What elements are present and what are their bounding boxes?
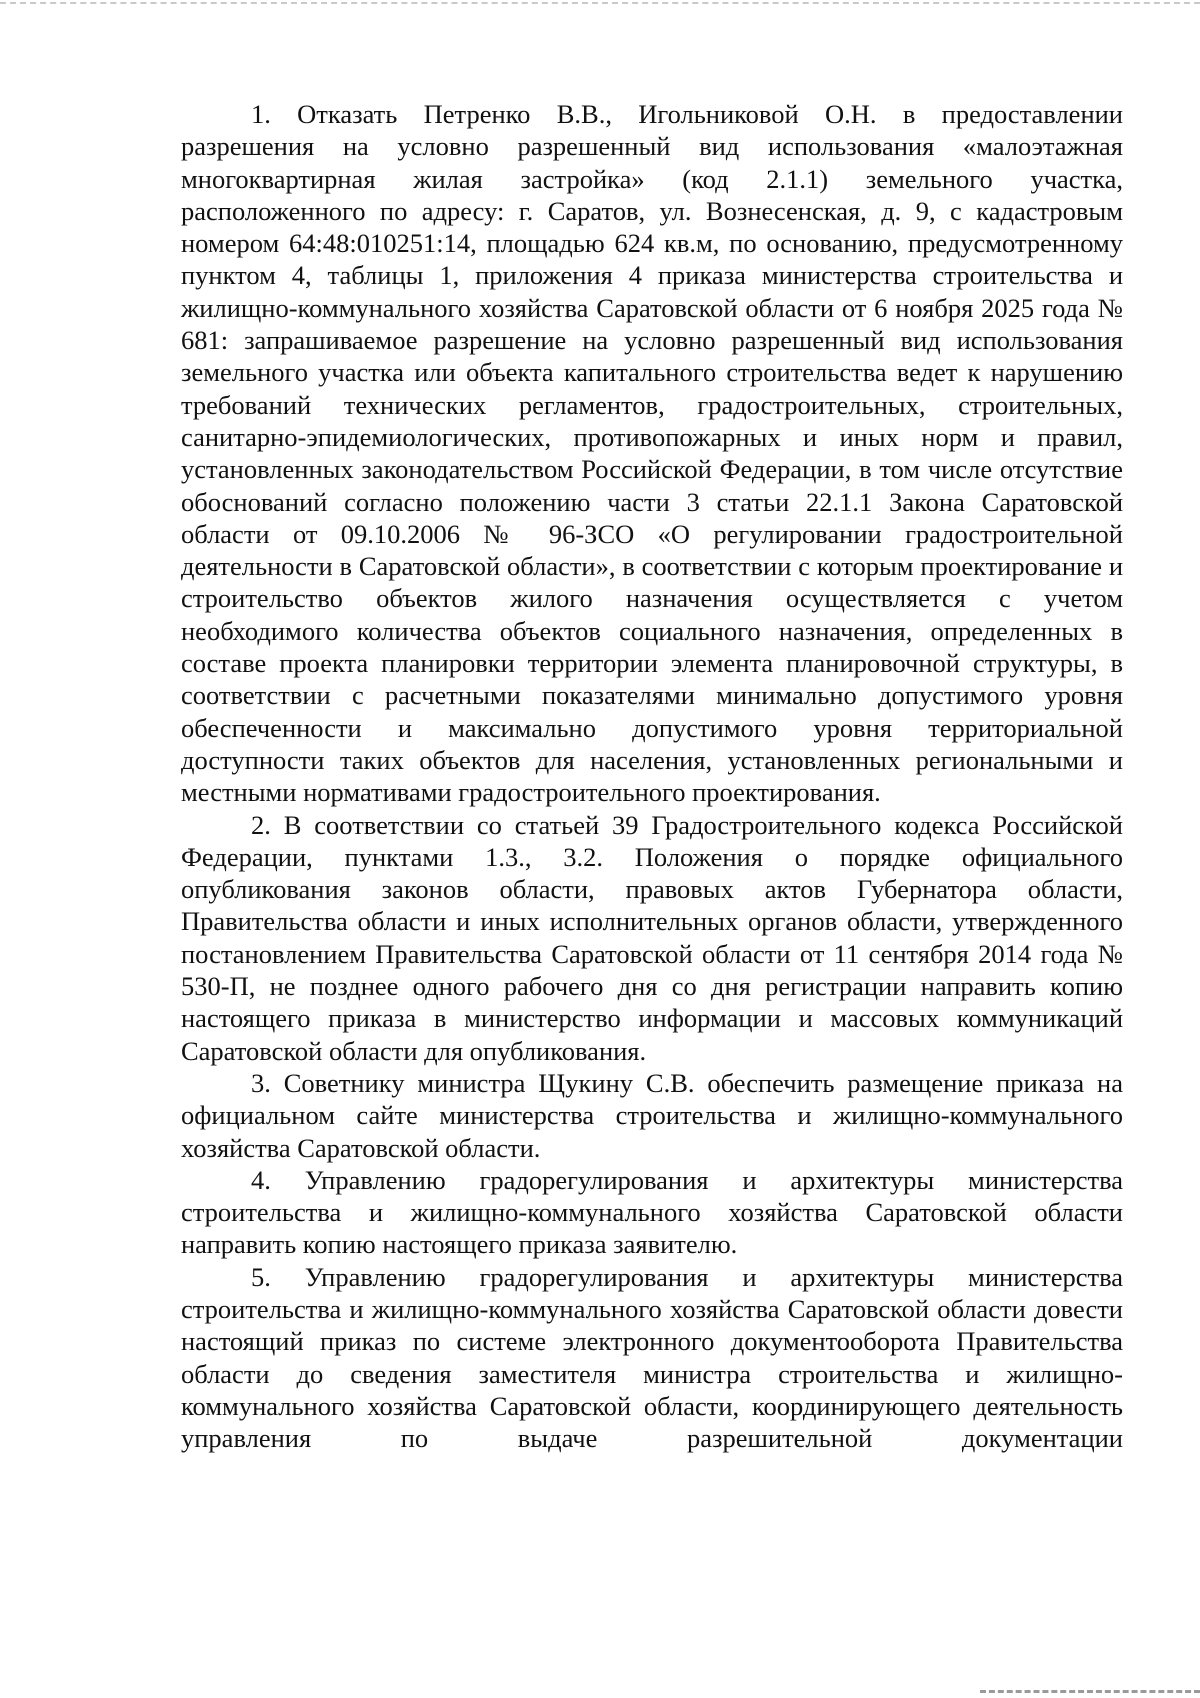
paragraph-2: 2. В соответствии со статьей 39 Градостроительного кодекса Российской Федерации, пунктами 1.3., 3.2. Положения о порядке официального опубликования законов области, правовых актов Губернатора области, Правительства области и иных исполнительных органов области, утвержденного постановлением Правительства Саратовской области от 11 сентября 2014 года № 530-П, не позднее одного рабочего дня со дня регистрации направить копию настоящего приказа в министерство информации и массовых коммуникаций Саратовской области для опубликования. <box>181 809 1123 1066</box>
scan-edge-bottom <box>980 1690 1200 1693</box>
paragraph-3: 3. Советнику министра Щукину С.В. обеспечить размещение приказа на официальном сайте министерства строительства и жилищно-коммунального хозяйства Саратовской области. <box>181 1067 1123 1163</box>
paragraph-4: 4. Управлению градорегулирования и архитектуры министерства строительства и жилищно-коммунального хозяйства Саратовской области направить копию настоящего приказа заявителю. <box>181 1164 1123 1260</box>
paragraph-5: 5. Управлению градорегулирования и архитектуры министерства строительства и жилищно-коммунального хозяйства Саратовской области довести настоящий приказ по системе электронного документооборота Правительства области до сведения заместителя министра строительства и жилищно-коммунального хозяйства Саратовской области, координирующего деятельность управления по выдаче разрешительной документации <box>181 1261 1123 1454</box>
paragraph-1: 1. Отказать Петренко В.В., Игольниковой О.Н. в предоставлении разрешения на условно разрешенный вид использования «малоэтажная многоквартирная жилая застройка» (код 2.1.1) земельного участка, расположенного по адресу: г. Саратов, ул. Вознесенская, д. 9, с кадастровым номером 64:48:010251:14, площадью 624 кв.м, по основанию, предусмотренному пунктом 4, таблицы 1, приложения 4 приказа министерства строительства и жилищно-коммунального хозяйства Саратовской области от 6 ноября 2025 года № 681: запрашиваемое разрешение на условно разрешенный вид использования земельного участка или объекта капитального строительства ведет к нарушению требований технических регламентов, градостроительных, строительных, санитарно-эпидемиологических, противопожарных и иных норм и правил, установленных законодательством Российской Федерации, в том числе отсутствие обоснований согласно положению части 3 статьи 22.1.1 Закона Саратовской области от 09.10.2006 № 96-ЗСО «О регулировании градостроительной деятельности в Саратовской области», в соответствии с которым проектирование и строительство объектов жилого назначения осуществляется с учетом необходимого количества объектов социального назначения, определенных в составе проекта планировки территории элемента планировочной структуры, в соответствии с расчетными показателями минимально допустимого уровня обеспеченности и максимально допустимого уровня территориальной доступности таких объектов для населения, установленных региональными и местными нормативами градостроительного проектирования. <box>181 99 1123 808</box>
scan-edge-top <box>0 2 1200 4</box>
document-body <box>181 98 1123 1454</box>
